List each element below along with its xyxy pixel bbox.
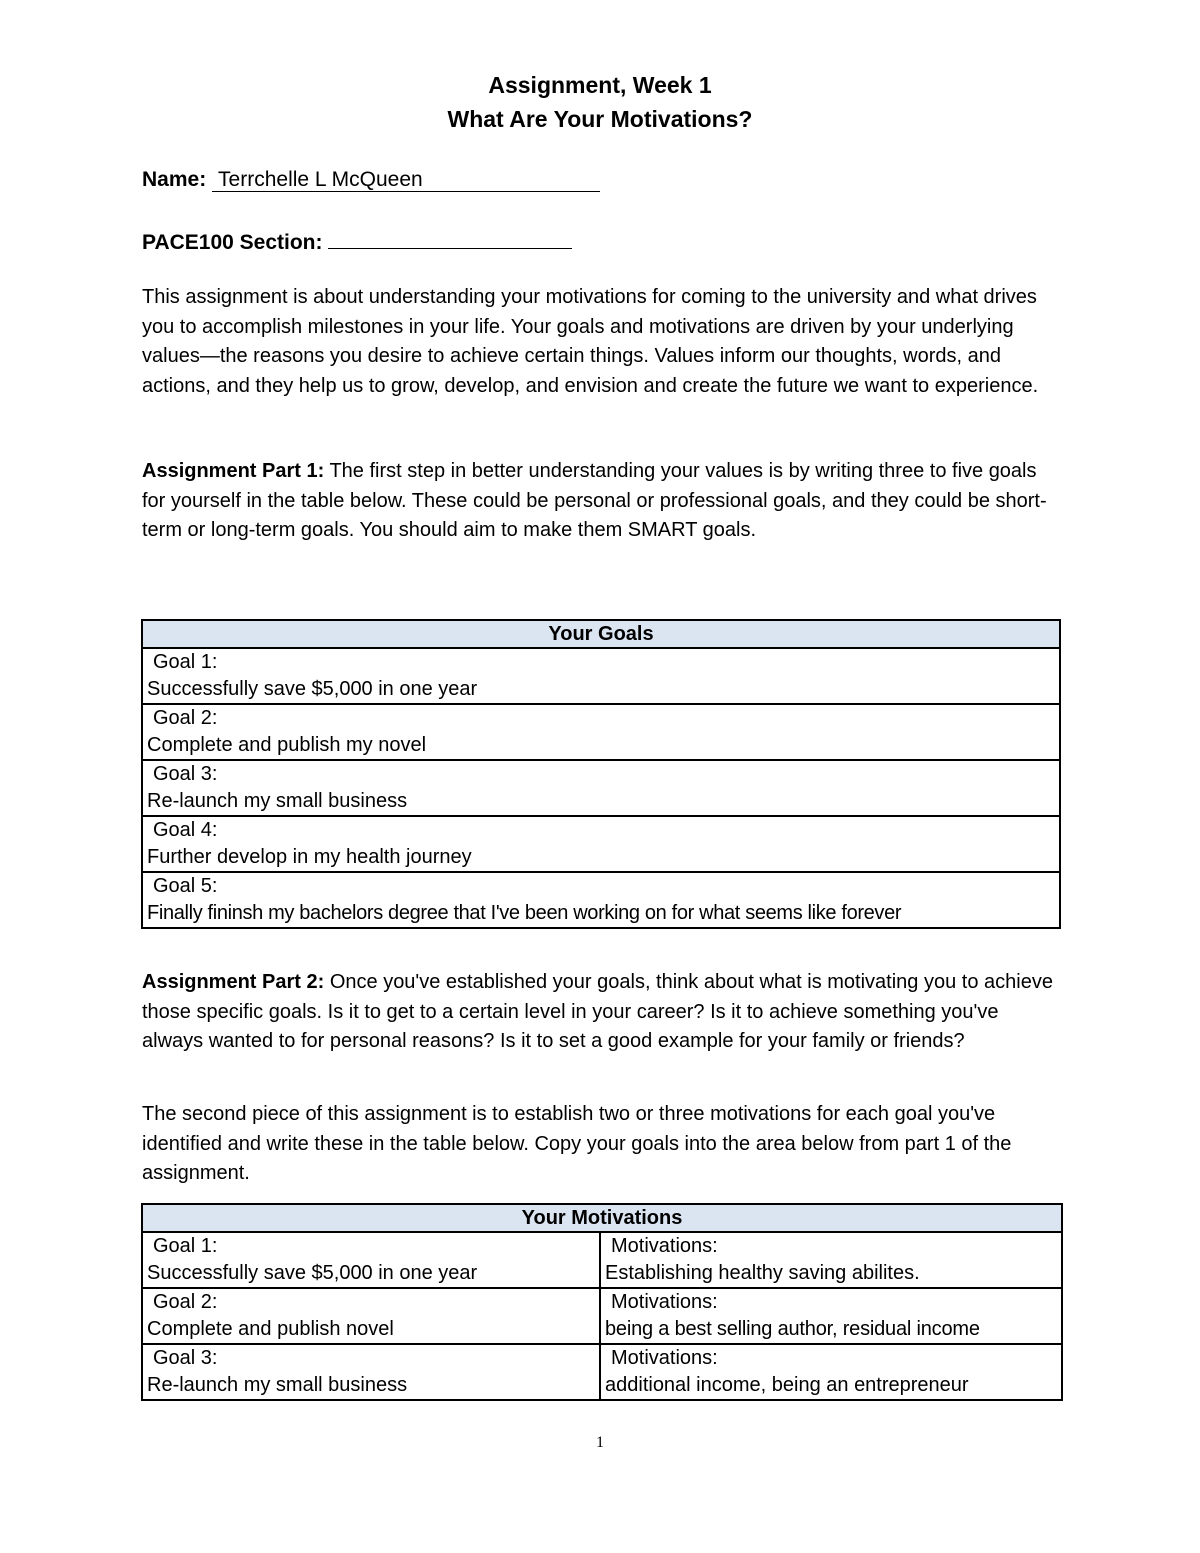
motivation-label: Motivations: bbox=[611, 1235, 718, 1257]
goal-value[interactable]: Re-launch my small business bbox=[147, 790, 408, 812]
name-field bbox=[142, 168, 600, 192]
goal-value[interactable]: Finally fininsh my bachelors degree that I've been working on for what seems like forever bbox=[147, 902, 902, 924]
motivation-value[interactable]: additional income, being an entrepreneur bbox=[605, 1374, 969, 1396]
intro-paragraph: This assignment is about understanding your motivations for coming to the university and what drives you to accomplish milestones in your life. Your goals and motivations are driven by your underlying values—the reasons you desire to achieve certain things. Values inform our thoughts, words, and actions, and they help us to grow, develop, and envision and create the future we want to experience. bbox=[142, 286, 1039, 397]
table-row bbox=[142, 816, 1060, 872]
part2-text: Once you've established your goals, think about what is motivating you to achieve those specific goals. Is it to get to a certain level in your career? Is it to achieve something you've always wanted to for personal reasons? Is it to set a good example for your family or friends? bbox=[142, 971, 1053, 1052]
goal-value[interactable]: Successfully save $5,000 in one year bbox=[147, 1262, 478, 1284]
table-row bbox=[142, 648, 1060, 704]
part2-label: Assignment Part 2: bbox=[142, 971, 325, 993]
goal-label: Goal 2: bbox=[153, 1291, 218, 1313]
page-number: 1 bbox=[596, 1434, 604, 1451]
goal-value[interactable]: Further develop in my health journey bbox=[147, 846, 472, 868]
table-row bbox=[142, 1344, 1062, 1400]
name-label: Name: bbox=[142, 168, 207, 191]
table-row bbox=[142, 704, 1060, 760]
part2-paragraph bbox=[142, 968, 1062, 1057]
goal-value[interactable]: Re-launch my small business bbox=[147, 1374, 408, 1396]
part2-paragraph-2: The second piece of this assignment is to establish two or three motivations for each goal you've identified and write these in the table below. Copy your goals into the area below from part 1 of the assignment. bbox=[142, 1103, 1012, 1184]
document-title: Assignment, Week 1 bbox=[488, 72, 712, 98]
goal-label: Goal 3: bbox=[153, 1347, 218, 1369]
goals-table-header: Your Goals bbox=[142, 620, 1060, 648]
motivation-value[interactable]: Establishing healthy saving abilites. bbox=[605, 1262, 920, 1284]
goal-value[interactable]: Complete and publish my novel bbox=[147, 734, 427, 756]
goal-label: Goal 5: bbox=[153, 875, 218, 897]
goal-label: Goal 2: bbox=[153, 707, 218, 729]
motivations-table bbox=[141, 1203, 1063, 1401]
goal-label: Goal 4: bbox=[153, 819, 218, 841]
table-row bbox=[142, 760, 1060, 816]
part1-text: The first step in better understanding your values is by writing three to five goals for yourself in the table below. These could be personal or professional goals, and they could be short-term or long-term goals. You should aim to make them SMART goals. bbox=[142, 460, 1047, 541]
motivations-table-header: Your Motivations bbox=[142, 1204, 1062, 1232]
goals-table bbox=[141, 619, 1061, 929]
goal-label: Goal 1: bbox=[153, 651, 218, 673]
document-subtitle: What Are Your Motivations? bbox=[447, 106, 753, 132]
table-row bbox=[142, 1288, 1062, 1344]
part1-paragraph bbox=[142, 457, 1062, 546]
section-value[interactable] bbox=[328, 226, 572, 249]
goal-value[interactable]: Successfully save $5,000 in one year bbox=[147, 678, 478, 700]
goal-label: Goal 1: bbox=[153, 1235, 218, 1257]
table-row bbox=[142, 1232, 1062, 1288]
section-label: PACE100 Section: bbox=[142, 231, 323, 254]
section-field bbox=[142, 226, 572, 255]
motivation-label: Motivations: bbox=[611, 1347, 718, 1369]
motivation-value[interactable]: being a best selling author, residual income bbox=[605, 1318, 980, 1340]
goal-value[interactable]: Complete and publish novel bbox=[147, 1318, 394, 1340]
motivation-label: Motivations: bbox=[611, 1291, 718, 1313]
name-value[interactable]: Terrchelle L McQueen bbox=[212, 169, 600, 192]
table-row bbox=[142, 872, 1060, 928]
part1-label: Assignment Part 1: bbox=[142, 460, 325, 482]
goal-label: Goal 3: bbox=[153, 763, 218, 785]
